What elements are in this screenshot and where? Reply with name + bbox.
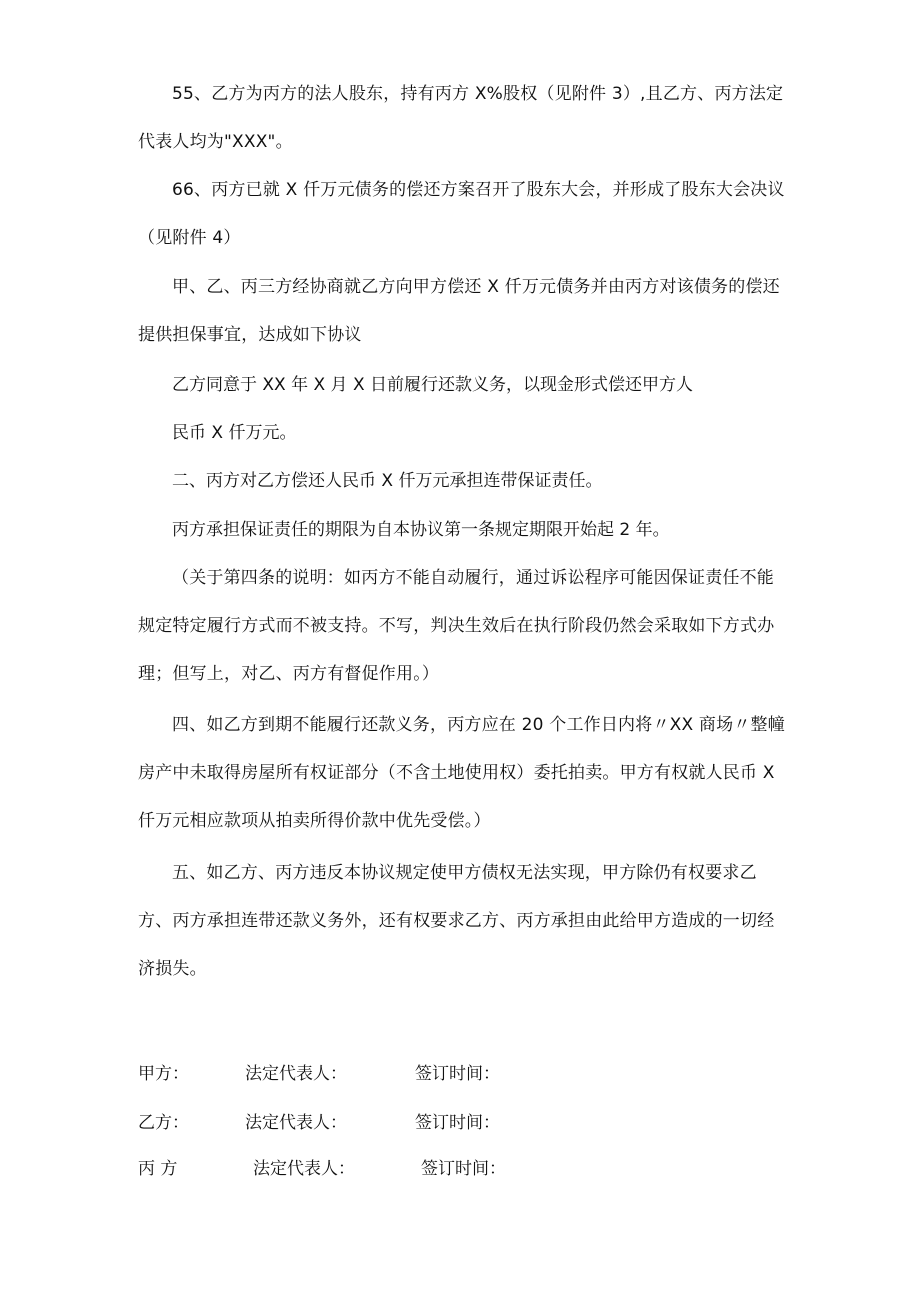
clause-4: 四、如乙方到期不能履行还款义务，丙方应在 20 个工作日内将〃XX 商场〃整幢房产中未取得房屋所有权证部分（不含土地使用权）委托拍卖。甲方有权就人民币 X 仟万元相应款项从拍卖所得价款中优先受偿。） [138, 715, 785, 831]
signature-row-party-a [0, 1062, 920, 1086]
clause-1-line-2: 民币 X 仟万元。 [172, 423, 297, 443]
clause-5: 五、如乙方、丙方违反本协议规定使甲方债权无法实现，甲方除仍有权要求乙方、丙方承担连带还款义务外，还有权要求乙方、丙方承担由此给甲方造成的一切经济损失。 [138, 863, 775, 979]
signing-date-label: 签订时间： [415, 1064, 500, 1084]
party-label: 丙 方 [138, 1159, 178, 1179]
signature-row-party-c [0, 1157, 920, 1181]
party-label: 甲方： [138, 1064, 189, 1084]
paragraph-intro: 甲、乙、丙三方经协商就乙方向甲方偿还 X 仟万元债务并由丙方对该债务的偿还提供担保事宜，达成如下协议 [138, 277, 780, 345]
clause-2: 二、丙方对乙方偿还人民币 X 仟万元承担连带保证责任。 [172, 471, 603, 491]
paragraph-66: 66、丙方已就 X 仟万元债务的偿还方案召开了股东大会，并形成了股东大会决议（见附件 4） [138, 180, 785, 248]
signature-row-party-b [0, 1111, 920, 1135]
clause-3: 丙方承担保证责任的期限为自本协议第一条规定期限开始起 2 年。 [172, 520, 670, 540]
note-paragraph: （关于第四条的说明：如丙方不能自动履行，通过诉讼程序可能因保证责任不能规定特定履行方式而不被支持。不写，判决生效后在执行阶段仍然会采取如下方式办理；但写上，对乙、丙方有督促作用。） [138, 568, 775, 684]
party-label: 乙方： [138, 1113, 189, 1133]
clause-1-line-1: 乙方同意于 XX 年 X 月 X 日前履行还款义务，以现金形式偿还甲方人 [172, 375, 694, 395]
legal-representative-label: 法定代表人： [245, 1113, 347, 1133]
signing-date-label: 签订时间： [421, 1159, 506, 1179]
legal-representative-label: 法定代表人： [253, 1159, 355, 1179]
signing-date-label: 签订时间： [415, 1113, 500, 1133]
legal-representative-label: 法定代表人： [245, 1064, 347, 1084]
paragraph-55: 55、乙方为丙方的法人股东，持有丙方 X%股权（见附件 3）,且乙方、丙方法定代表人均为"XXX"。 [138, 84, 784, 152]
